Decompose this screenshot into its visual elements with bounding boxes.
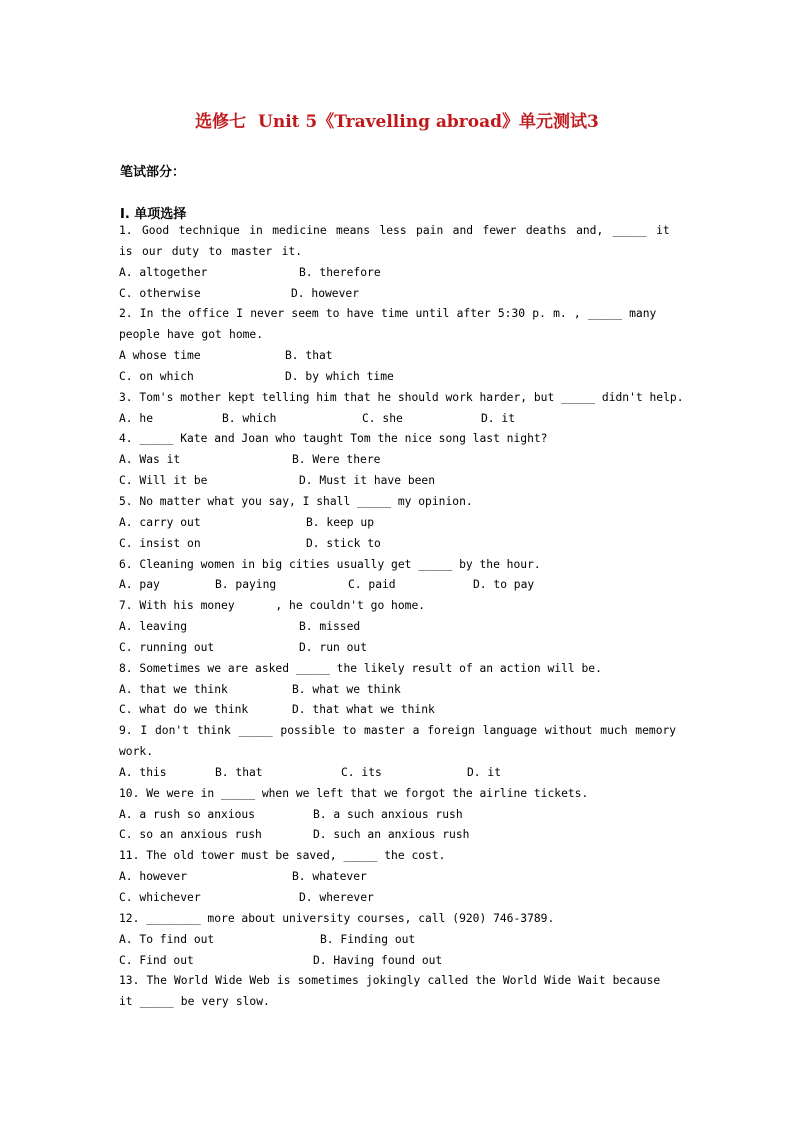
option-row: A. pay B. paying C. paid D. to pay — [119, 578, 535, 592]
question-stem: 8. Sometimes we are asked _____ the likely result of an action will be. — [119, 661, 602, 675]
option-row: C. so an anxious rush D. such an anxious rush — [119, 828, 470, 842]
question-stem: 13. The World Wide Web is sometimes jokingly called the World Wide Wait because it _____ be very slow. — [119, 974, 661, 1009]
option-row: A. he B. which C. she D. it — [119, 411, 516, 425]
option-row: A. that we think B. what we think — [119, 682, 401, 696]
option-row: C. Will it be D. Must it have been — [119, 474, 436, 488]
question-stem: 2. In the office I never seem to have time until after 5:30 p. m. , _____ many people have got home. — [119, 307, 657, 342]
section-heading: I. 单项选择 — [120, 207, 187, 222]
question-stem: 6. Cleaning women in big cities usually get _____ by the hour. — [119, 557, 541, 571]
document-title: 选修七 Unit 5《Travelling abroad》单元测试3 — [195, 112, 599, 132]
option-row: C. whichever D. wherever — [119, 891, 374, 904]
option-row: A. Was it B. Were there — [119, 453, 381, 467]
question-list — [119, 221, 684, 1013]
option-row: A whose time B. that — [119, 349, 333, 363]
option-row: C. otherwise D. however — [119, 286, 360, 300]
question-stem: 12. ________ more about university courses, call (920) 746-3789. — [119, 911, 555, 925]
option-row: A. altogether B. therefore — [119, 265, 381, 279]
question-stem: 9. I don't think _____ possible to master a foreign language without much memory work. — [119, 724, 677, 759]
question-stem: 10. We were in _____ when we left that we forgot the airline tickets. — [119, 786, 589, 800]
question-stem: 4. _____ Kate and Joan who taught Tom the nice song last night? — [119, 432, 548, 446]
option-row: C. what do we think D. that what we think — [119, 703, 435, 717]
option-row: C. running out D. run out — [119, 640, 368, 654]
option-row: A. this B. that C. its D. it — [119, 765, 502, 779]
option-row: C. insist on D. stick to — [119, 536, 381, 550]
option-row: C. Find out D. Having found out — [119, 953, 443, 967]
option-row: A. a rush so anxious B. a such anxious rush — [119, 807, 463, 821]
option-row: A. To find out B. Finding out — [119, 932, 416, 946]
option-row: C. on which D. by which time — [119, 369, 394, 383]
option-row: A. carry out B. keep up — [119, 515, 375, 529]
part-heading: 笔试部分： — [120, 165, 186, 180]
question-stem: 5. No matter what you say, I shall _____ my opinion. — [119, 494, 473, 508]
option-row: A. however B. whatever — [119, 870, 367, 884]
question-stem: 11. The old tower must be saved, _____ the cost. — [119, 849, 446, 863]
question-stem: 1. Good technique in medicine means less pain and fewer deaths and, _____ it is our duty to master it. — [119, 224, 670, 258]
question-stem: 7. With his money , he couldn't go home. — [119, 599, 426, 613]
option-row: A. leaving B. missed — [119, 620, 361, 634]
question-stem: 3. Tom's mother kept telling him that he should work harder, but _____ didn't help. — [119, 390, 684, 404]
